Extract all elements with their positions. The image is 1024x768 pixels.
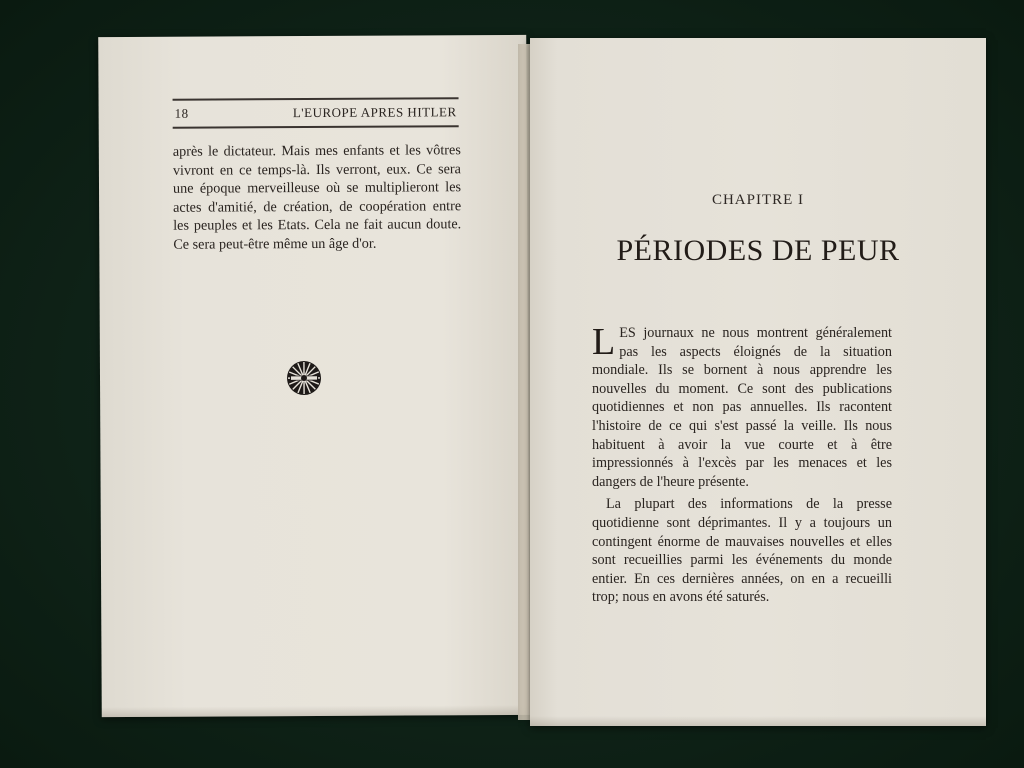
drop-cap: L [592,321,616,363]
left-page-text [173,141,462,254]
left-paragraph: après le dictateur. Mais mes enfants et les vôtres vivront en ce temps-là. Ils verront, eux. Ce sera une époque merveilleuse où se multiplieront les actes d'amitié, de création, de coopération entre les peuples et les Etats. Cela ne fait aucun doute. Ce sera peut-être même un âge d'or. [172,142,462,253]
running-head [173,97,459,128]
paragraph-2: La plupart des informations de la presse quotidienne sont déprimantes. Il y a toujours un contingent énorme de mauvaises nouvelles et elles sont recueillies parmi les événements du monde entier. En ces dernières années, on en a recueilli trop; nous en avons été saturés. [592,496,892,606]
chapter-label: CHAPITRE I [711,192,805,208]
page-edge [102,705,530,717]
page-edge [530,716,986,726]
left-page [98,35,530,717]
publisher-emblem-icon [286,360,322,396]
paragraph-1 [592,321,892,491]
running-title: L'EUROPE APRES HITLER [292,104,457,121]
chapter-title: PÉRIODES DE PEUR [616,234,900,267]
right-page-text [592,321,892,607]
paragraph-1-text: ES journaux ne nous montrent généralement pas les aspects éloignés de la situation mondiale. Ils se bornent à nous apprendre les nouvelles du moment. Ce sont des publications quotidiennes et non pas annuelles. Ils racontent l'histoire de ce qui s'est passé la veille. Ils nous habituent à avoir la vue courte et à être impressionnés à l'excès par les menaces et les dangers de l'heure présente. [592,325,892,490]
right-page [530,38,986,726]
page-number: 18 [174,105,189,121]
